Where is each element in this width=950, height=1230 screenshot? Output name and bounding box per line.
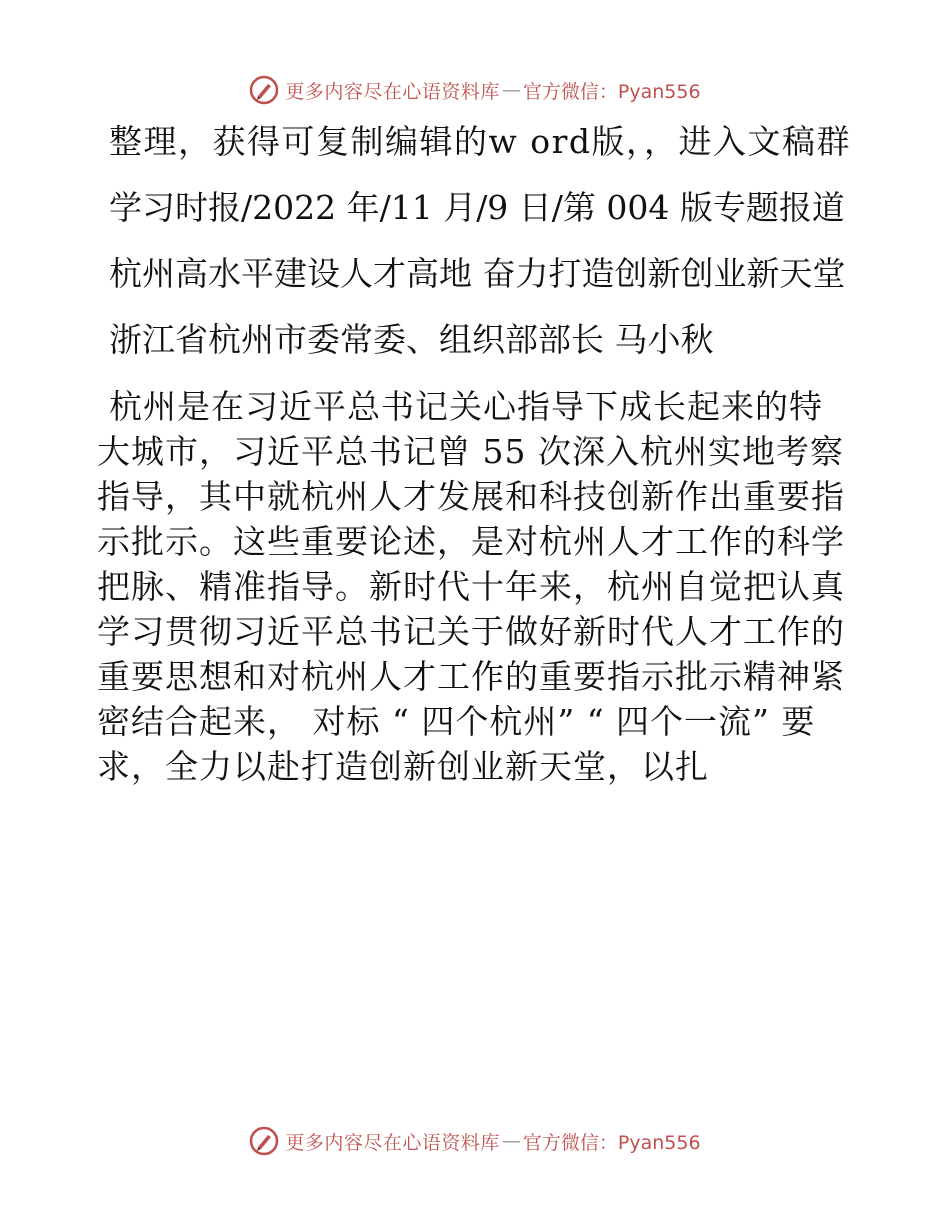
watermark-text: 更多内容尽在心语资料库 <box>285 80 500 103</box>
source-line: 学习时报/2022 年/11 月/9 日/第 004 版专题报道 <box>109 188 845 227</box>
document-body <box>97 120 853 901</box>
watermark-suffix: 官方微信：Pyan556 <box>522 80 701 103</box>
body-paragraph: 杭州是在习近平总书记关心指导下成长起来的特大城市，习近平总书记曾 55 次深入杭州实地考察指导，其中就杭州人才发展和科技创新作出重要指示批示。这些重要论述，是对杭州人才工作的科学把脉、精准指导。新时代十年来，杭州自觉把认真学习贯彻习近平总书记关于做好新时代人才工作的重要思想和对杭州人才工作的重要指示批示精神紧密结合起来， 对标 “ 四个杭州” “ 四个一流” 要求，全力以赴打造创新创业新天堂，以扎 <box>97 387 845 786</box>
footer-watermark <box>0 1123 950 1159</box>
intro-note: 整理，获得可复制编辑的w ord版，，进入文稿群 <box>109 122 852 161</box>
article-title: 杭州高水平建设人才高地 奋力打造创新创业新天堂 <box>109 254 846 293</box>
header-watermark <box>0 72 950 108</box>
watermark-separator: — <box>501 1130 521 1152</box>
watermark-text: 更多内容尽在心语资料库 <box>285 1131 500 1154</box>
watermark-separator: — <box>501 79 521 101</box>
pen-circle-icon <box>249 75 279 105</box>
author-line: 浙江省杭州市委常委、组织部部长 马小秋 <box>109 320 714 359</box>
watermark-suffix: 官方微信：Pyan556 <box>522 1131 701 1154</box>
pen-circle-icon <box>249 1126 279 1156</box>
